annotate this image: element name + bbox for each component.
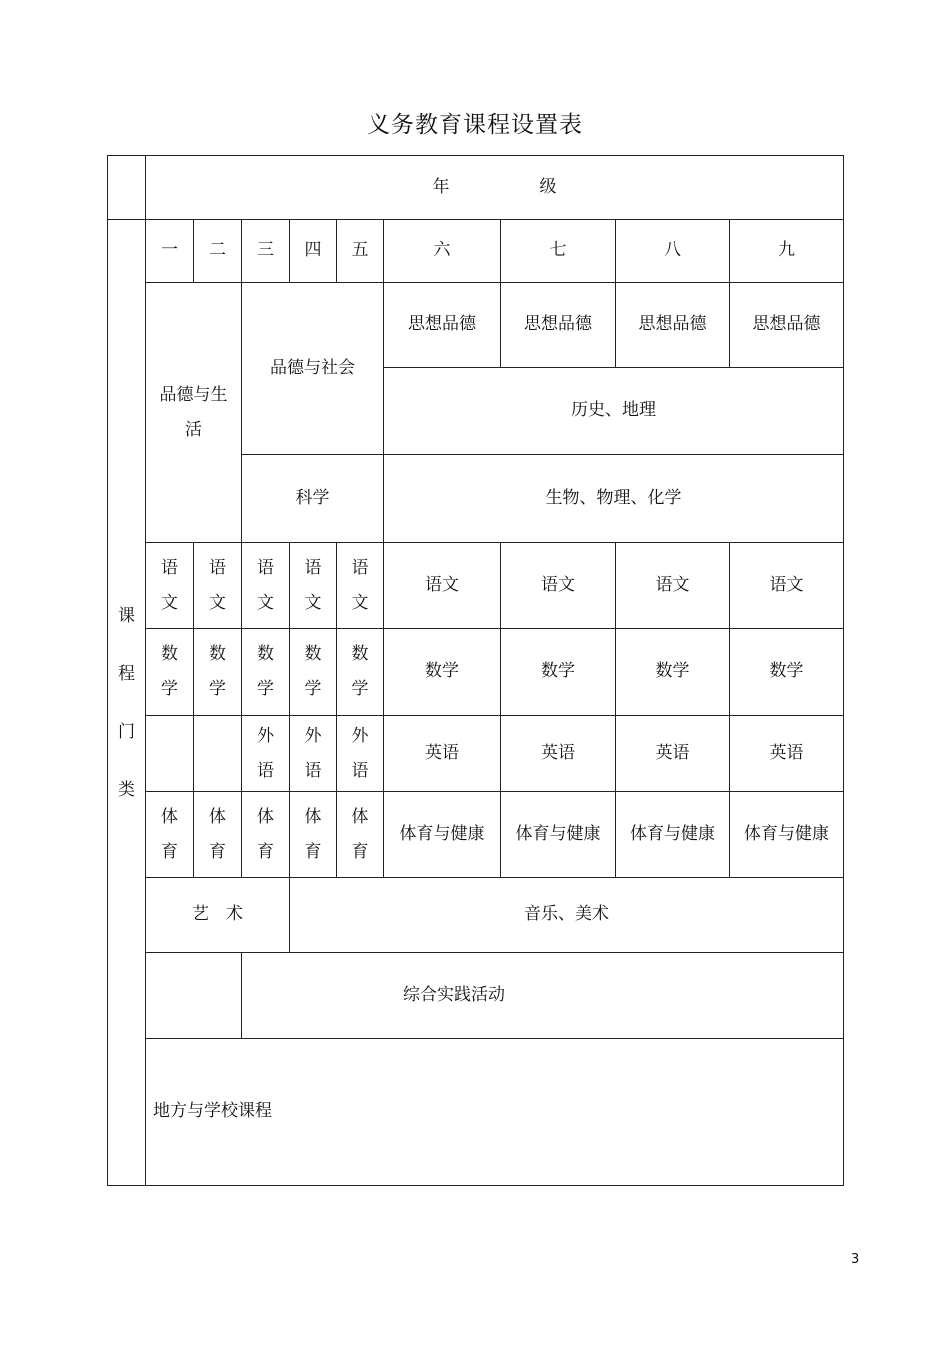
cell-text: 育: [209, 841, 226, 862]
cell-text: 语: [351, 557, 369, 578]
math-cell: 数学: [383, 628, 500, 715]
cell-text: 品德与生: [159, 384, 228, 405]
cell-text: 学: [209, 679, 226, 699]
grade-char: 级: [539, 176, 557, 197]
pe-health-cell: 体育与健康: [615, 791, 729, 877]
cell-text: 育: [304, 841, 322, 862]
cell-text: 数: [257, 644, 274, 664]
foreign-language-cell: [289, 715, 336, 791]
cell-text: 文: [161, 592, 178, 613]
cell-text: 语: [209, 557, 226, 578]
grade-cell: 二: [193, 219, 241, 282]
morals-society-cell: 品德与社会: [241, 282, 383, 454]
pe-health-cell: 体育与健康: [383, 791, 500, 877]
chinese-cell: [145, 542, 193, 628]
english-cell: 英语: [729, 715, 844, 791]
arts-cell: 艺 术: [145, 877, 289, 952]
local-school-curriculum-cell: 地方与学校课程: [145, 1038, 844, 1186]
chinese-cell: [193, 542, 241, 628]
pe-cell: [336, 791, 383, 877]
sixiang-cell: 思想品德: [383, 282, 500, 367]
page-number: 3: [851, 1252, 860, 1267]
cell-text: 外: [304, 725, 322, 746]
pe-health-cell: 体育与健康: [729, 791, 844, 877]
label-char: 门: [118, 721, 135, 742]
grade-cell: 九: [729, 219, 844, 282]
math-cell: [145, 628, 193, 715]
grade-cell: 八: [615, 219, 729, 282]
english-cell: 英语: [500, 715, 615, 791]
history-geography-cell: 历史、地理: [383, 367, 844, 454]
grade-cell: 六: [383, 219, 500, 282]
foreign-language-cell: [336, 715, 383, 791]
cell-text: 语: [304, 557, 322, 578]
math-cell: 数学: [500, 628, 615, 715]
cell-text: 语: [351, 760, 369, 781]
chinese-cell: 语文: [615, 542, 729, 628]
cell-text: 育: [257, 841, 274, 862]
math-cell: [289, 628, 336, 715]
cell-text: 数: [304, 644, 322, 664]
cell-text: 文: [304, 592, 322, 613]
grade-cell: 四: [289, 219, 336, 282]
pe-cell: [145, 791, 193, 877]
cell-text: 语: [304, 760, 322, 781]
cell-text: 文: [351, 592, 369, 613]
math-cell: [241, 628, 289, 715]
label-char: 程: [118, 663, 135, 684]
chinese-cell: 语文: [729, 542, 844, 628]
chinese-cell: 语文: [383, 542, 500, 628]
cell-text: 学: [161, 679, 178, 699]
pe-cell: [289, 791, 336, 877]
grade-char: 年: [432, 176, 450, 197]
grade-cell: 三: [241, 219, 289, 282]
grade-cell: 五: [336, 219, 383, 282]
cell-text: 学: [257, 679, 274, 699]
math-cell: 数学: [615, 628, 729, 715]
cell-text: 体: [351, 806, 369, 827]
chinese-cell: [289, 542, 336, 628]
cell-text: 数: [161, 644, 178, 664]
empty-cell: [145, 952, 241, 1038]
cell-text: 体: [257, 806, 274, 827]
english-cell: 英语: [615, 715, 729, 791]
morals-life-cell: [145, 282, 241, 542]
cell-text: 体: [161, 806, 178, 827]
cell-text: 外: [351, 725, 369, 746]
cell-text: 学: [304, 679, 322, 699]
math-cell: [336, 628, 383, 715]
pe-cell: [193, 791, 241, 877]
chinese-cell: [241, 542, 289, 628]
cell-text: 文: [257, 592, 274, 613]
cell-text: 外: [257, 725, 274, 746]
cell-text: 数: [351, 644, 369, 664]
music-art-cell: 音乐、美术: [289, 877, 844, 952]
sixiang-cell: 思想品德: [615, 282, 729, 367]
foreign-language-cell: [241, 715, 289, 791]
science-cell: 科学: [241, 454, 383, 542]
grade-cell: 七: [500, 219, 615, 282]
cell-text: 体: [209, 806, 226, 827]
bio-phys-chem-cell: 生物、物理、化学: [383, 454, 844, 542]
grade-cell: 一: [145, 219, 193, 282]
cell-text: 语: [161, 557, 178, 578]
pe-cell: [241, 791, 289, 877]
math-cell: [193, 628, 241, 715]
cell-text: 文: [209, 592, 226, 613]
sixiang-cell: 思想品德: [729, 282, 844, 367]
cell-text: 学: [351, 679, 369, 699]
cell-text: 语: [257, 557, 274, 578]
english-cell: 英语: [383, 715, 500, 791]
empty-cell: [145, 715, 193, 791]
course-category-label: [107, 219, 145, 1186]
document-title: 义务教育课程设置表: [367, 112, 583, 138]
chinese-cell: 语文: [500, 542, 615, 628]
corner-cell: [107, 155, 145, 219]
cell-text: 数: [209, 644, 226, 664]
cell-text: 育: [161, 841, 178, 862]
label-char: 类: [118, 779, 135, 800]
grade-header: [145, 155, 844, 219]
cell-text: 育: [351, 841, 369, 862]
chinese-cell: [336, 542, 383, 628]
practice-activity-cell: 综合实践活动: [241, 952, 844, 1038]
cell-text: 活: [185, 419, 202, 440]
cell-text: 体: [304, 806, 322, 827]
math-cell: 数学: [729, 628, 844, 715]
sixiang-cell: 思想品德: [500, 282, 615, 367]
cell-text: 语: [257, 760, 274, 781]
label-char: 课: [118, 605, 135, 626]
empty-cell: [193, 715, 241, 791]
pe-health-cell: 体育与健康: [500, 791, 615, 877]
